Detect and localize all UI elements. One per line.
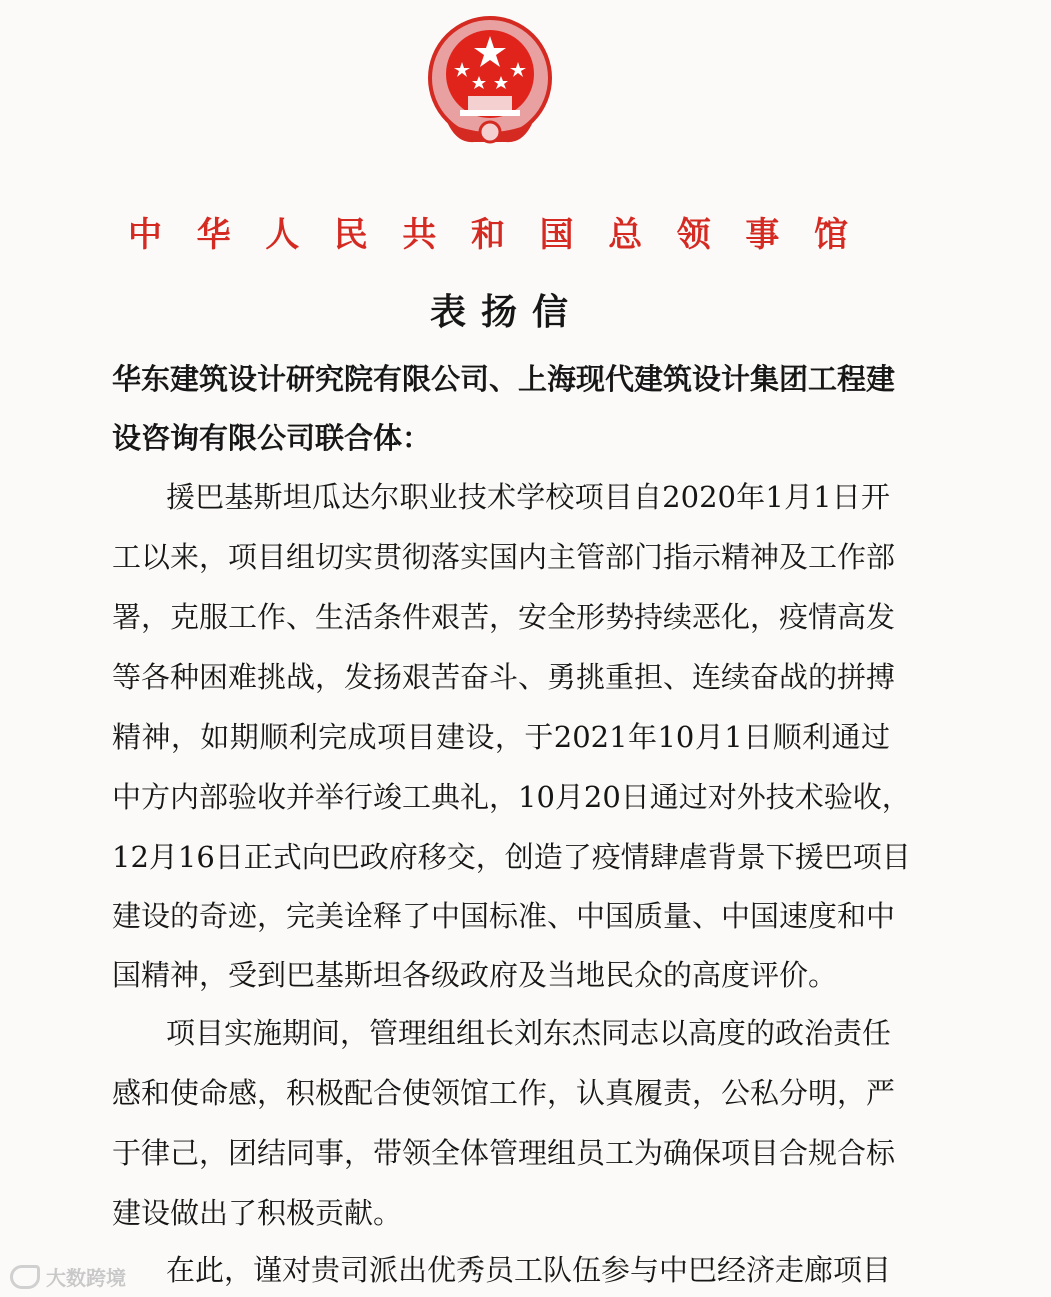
body-line: 等各种困难挑战，发扬艰苦奋斗、勇挑重担、连续奋战的拼搏: [112, 660, 896, 694]
body-line: 国精神，受到巴基斯坦各级政府及当地民众的高度评价。: [112, 958, 838, 992]
body-line: 12月16日正式向巴政府移交，创造了疫情肆虐背景下援巴项目: [112, 840, 911, 874]
body-line: 建设做出了积极贡献。: [112, 1196, 403, 1230]
body-line: 感和使命感，积极配合使领馆工作，认真履责，公私分明，严: [112, 1076, 896, 1110]
body-line: 在此，谨对贵司派出优秀员工队伍参与中巴经济走廊项目: [166, 1253, 892, 1287]
body-line: 精神，如期顺利完成项目建设，于2021年10月1日顺利通过: [112, 720, 890, 754]
body-line: 援巴基斯坦瓜达尔职业技术学校项目自2020年1月1日开: [166, 480, 890, 514]
national-emblem-icon: [424, 14, 556, 152]
body-line: 工以来，项目组切实贯彻落实国内主管部门指示精神及工作部: [112, 540, 896, 574]
body-line: 于律己，团结同事，带领全体管理组员工为确保项目合规合标: [112, 1136, 896, 1170]
body-line: 署，克服工作、生活条件艰苦，安全形势持续恶化，疫情高发: [112, 600, 896, 634]
body-line: 建设的奇迹，完美诠释了中国标准、中国质量、中国速度和中: [112, 899, 896, 933]
body-line: 项目实施期间，管理组组长刘东杰同志以高度的政治责任: [166, 1016, 892, 1050]
letter-title: 表扬信: [430, 292, 568, 333]
letterhead: 中华人民共和国总领事馆: [128, 215, 848, 255]
watermark-logo-icon: [10, 1265, 40, 1289]
watermark: [10, 1262, 126, 1291]
body-line: 中方内部验收并举行竣工典礼，10月20日通过对外技术验收，: [112, 780, 911, 814]
addressee-line: 设咨询有限公司联合体：: [112, 421, 432, 455]
addressee-line: 华东建筑设计研究院有限公司、上海现代建筑设计集团工程建: [112, 362, 896, 396]
watermark-text: 大数跨境: [46, 1266, 126, 1290]
